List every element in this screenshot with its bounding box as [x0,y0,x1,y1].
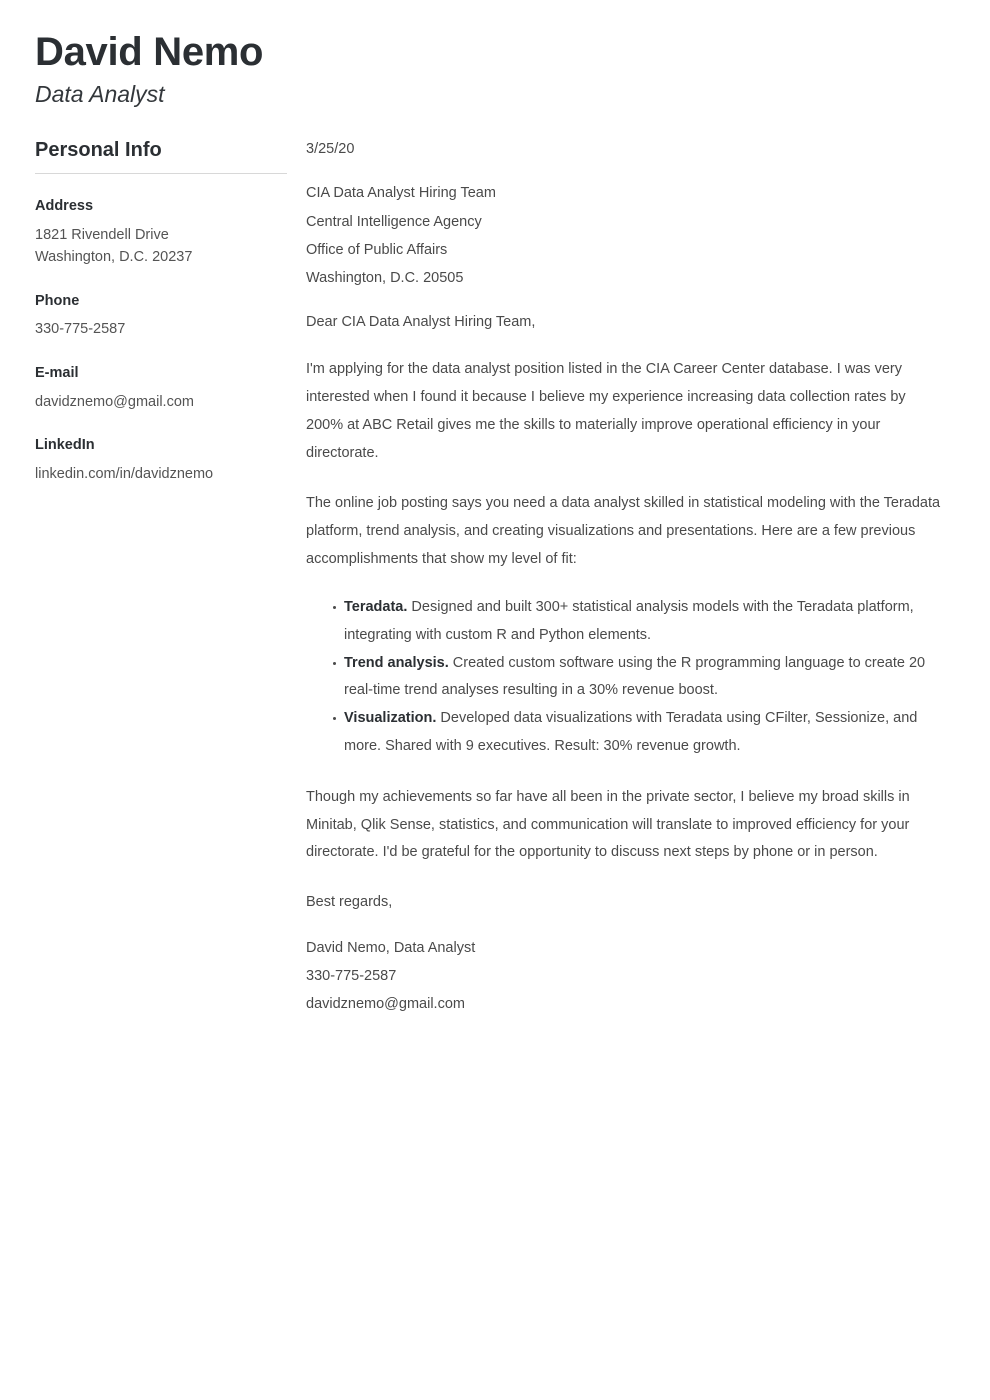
list-item [333,650,946,706]
info-value-email: davidznemo@gmail.com [35,393,194,410]
info-block-phone [35,291,287,341]
recipient-line-2: Central Intelligence Agency [306,213,482,230]
body-paragraph-1: I'm applying for the data analyst position listed in the CIA Career Center database. I was very interested when I found it because I believe my experience increasing data collection rates by 200% at ABC Retail gives me the skills to materially improve operational efficiency in your directorate. [306,361,906,461]
letter-date: 3/25/20 [306,141,355,157]
recipient-line-1: CIA Data Analyst Hiring Team [306,185,496,202]
personal-info-sidebar [35,138,287,485]
recipient-line-4: Washington, D.C. 20505 [306,269,464,286]
body-paragraph-2: The online job posting says you need a data analyst skilled in statistical modeling with the Teradata platform, trend analysis, and creating visualizations and presentations. Here are a few previous accomplishments that show my level of fit: [306,495,941,568]
bullet-lead-2: Trend analysis. [344,654,449,671]
info-value-address-line2: Washington, D.C. 20237 [35,249,193,266]
info-label-linkedin: LinkedIn [35,437,95,454]
signature-name-title: David Nemo, Data Analyst [306,939,476,956]
bullet-text-1: Designed and built 300+ statistical analysis models with the Teradata platform, integrating with custom R and Python elements. [344,598,914,643]
info-value-linkedin: linkedin.com/in/davidznemo [35,465,214,482]
candidate-name: David Nemo [35,30,264,74]
list-item [333,594,946,650]
bullet-lead-1: Teradata. [344,598,408,615]
info-value-address-line1: 1821 Rivendell Drive [35,226,169,243]
accomplishments-list [306,594,946,761]
salutation: Dear CIA Data Analyst Hiring Team, [306,313,536,330]
info-block-email [35,363,287,413]
recipient-address-block [306,182,946,288]
info-value-phone: 330-775-2587 [35,321,126,338]
info-block-address [35,196,287,269]
closing-line: Best regards, [306,894,393,911]
signature-email: davidznemo@gmail.com [306,995,465,1012]
bullet-text-3: Developed data visualizations with Teradata using CFilter, Sessionize, and more. Shared with 9 executives. Result: 30% revenue growth. [344,710,918,754]
sidebar-divider [35,173,287,174]
info-label-email: E-mail [35,364,79,381]
letter-header [35,30,595,109]
signature-block [306,937,946,1015]
bullet-lead-3: Visualization. [344,710,437,727]
info-block-linkedin [35,435,287,485]
list-item [333,705,946,761]
info-label-address: Address [35,198,94,214]
signature-phone: 330-775-2587 [306,967,397,984]
info-label-phone: Phone [35,292,80,309]
body-paragraph-3: Though my achievements so far have all been in the private sector, I believe my broad skills in Minitab, Qlik Sense, statistics, and communication will translate to improved efficiency for your directorate. I'd be grateful for the opportunity to discuss next steps by phone or in person. [306,788,910,861]
candidate-job-title: Data Analyst [35,81,165,107]
bullet-text-2: Created custom software using the R programming language to create 20 real-time trend analyses resulting in a 30% revenue boost. [344,654,926,699]
personal-info-heading: Personal Info [35,139,162,161]
letter-body [306,138,946,1015]
recipient-line-3: Office of Public Affairs [306,241,448,258]
